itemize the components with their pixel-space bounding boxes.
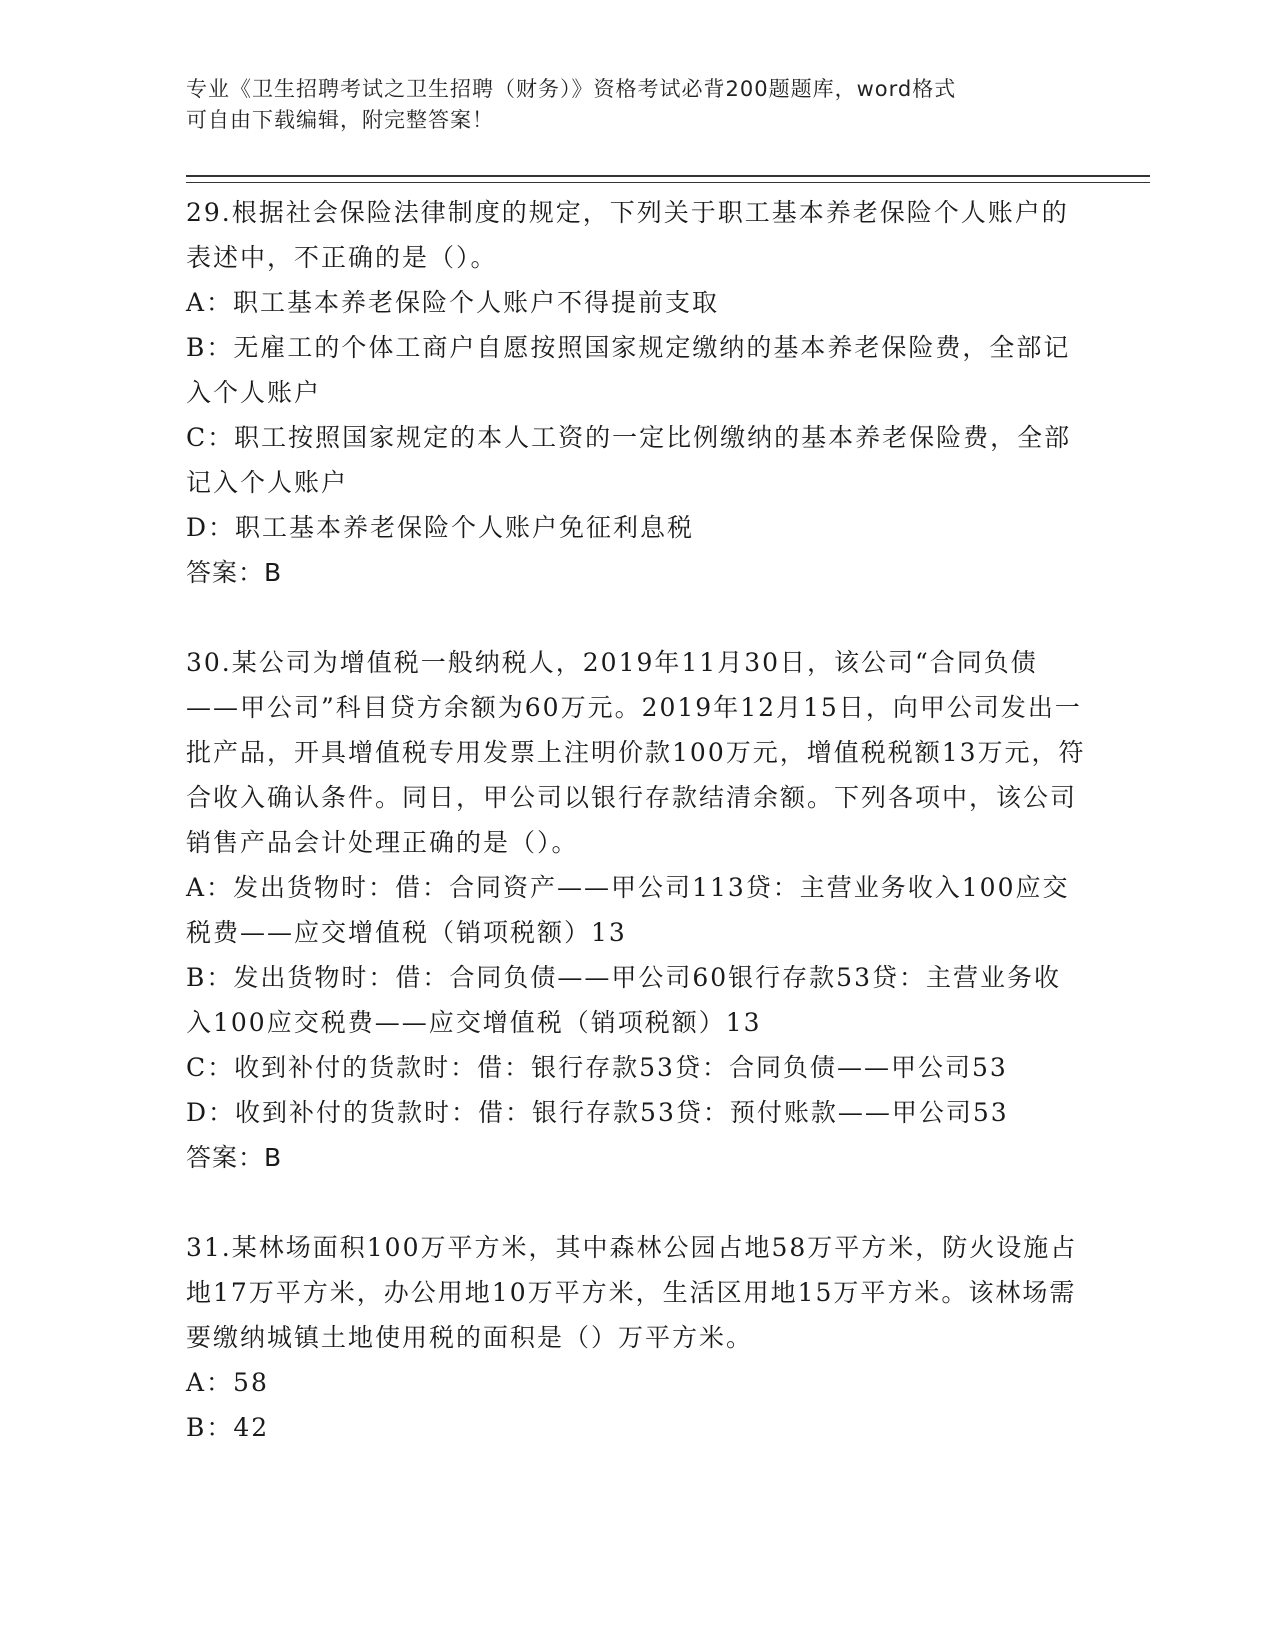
- option-a: A：职工基本养老保险个人账户不得提前支取: [186, 288, 720, 317]
- header-rule-thin: [186, 182, 1150, 183]
- question-stem: 30.某公司为增值税一般纳税人，2019年11月30日，该公司“合同负债——甲公司”科目贷方余额为60万元。2019年12月15日，向甲公司发出一批产品，开具增值税专用发票上注明价款100万元，增值税税额13万元，符合收入确认条件。同日，甲公司以银行存款结清余额。下列各项中，该公司销售产品会计处理正确的是（）。: [186, 648, 1086, 857]
- answer-line: 答案：B: [186, 1143, 283, 1172]
- option-a: A：发出货物时：借：合同资产——甲公司113贷：主营业务收入100应交税费——应交增值税（销项税额）13: [186, 873, 1070, 947]
- question-31: [186, 1225, 1086, 1450]
- option-b: B：无雇工的个体工商户自愿按照国家规定缴纳的基本养老保险费，全部记入个人账户: [186, 333, 1071, 407]
- option-c: C：收到补付的货款时：借：银行存款53贷：合同负债——甲公司53: [186, 1053, 1008, 1082]
- header-line-1: 专业《卫生招聘考试之卫生招聘（财务）》资格考试必背200题题库，word格式: [186, 77, 957, 101]
- option-d: D：职工基本养老保险个人账户免征利息税: [186, 513, 695, 542]
- header-rule-thick: [186, 175, 1150, 177]
- header-line-2: 可自由下载编辑，附完整答案！: [186, 108, 494, 132]
- option-d: D：收到补付的货款时：借：银行存款53贷：预付账款——甲公司53: [186, 1098, 1009, 1127]
- question-stem: 31.某林场面积100万平方米，其中森林公园占地58万平方米，防火设施占地17万平方米，办公用地10万平方米，生活区用地15万平方米。该林场需要缴纳城镇土地使用税的面积是（）万平方米。: [186, 1233, 1078, 1352]
- question-29: [186, 190, 1086, 595]
- question-list: [186, 190, 1086, 1495]
- question-stem: 29.根据社会保险法律制度的规定，下列关于职工基本养老保险个人账户的表述中，不正确的是（）。: [186, 198, 1069, 272]
- option-b: B：42: [186, 1413, 270, 1442]
- answer-line: 答案：B: [186, 558, 283, 587]
- question-30: [186, 640, 1086, 1180]
- option-c: C：职工按照国家规定的本人工资的一定比例缴纳的基本养老保险费，全部记入个人账户: [186, 423, 1072, 497]
- document-header: [186, 74, 1066, 136]
- option-a: A：58: [186, 1368, 269, 1397]
- option-b: B：发出货物时：借：合同负债——甲公司60银行存款53贷：主营业务收入100应交税费——应交增值税（销项税额）13: [186, 963, 1061, 1037]
